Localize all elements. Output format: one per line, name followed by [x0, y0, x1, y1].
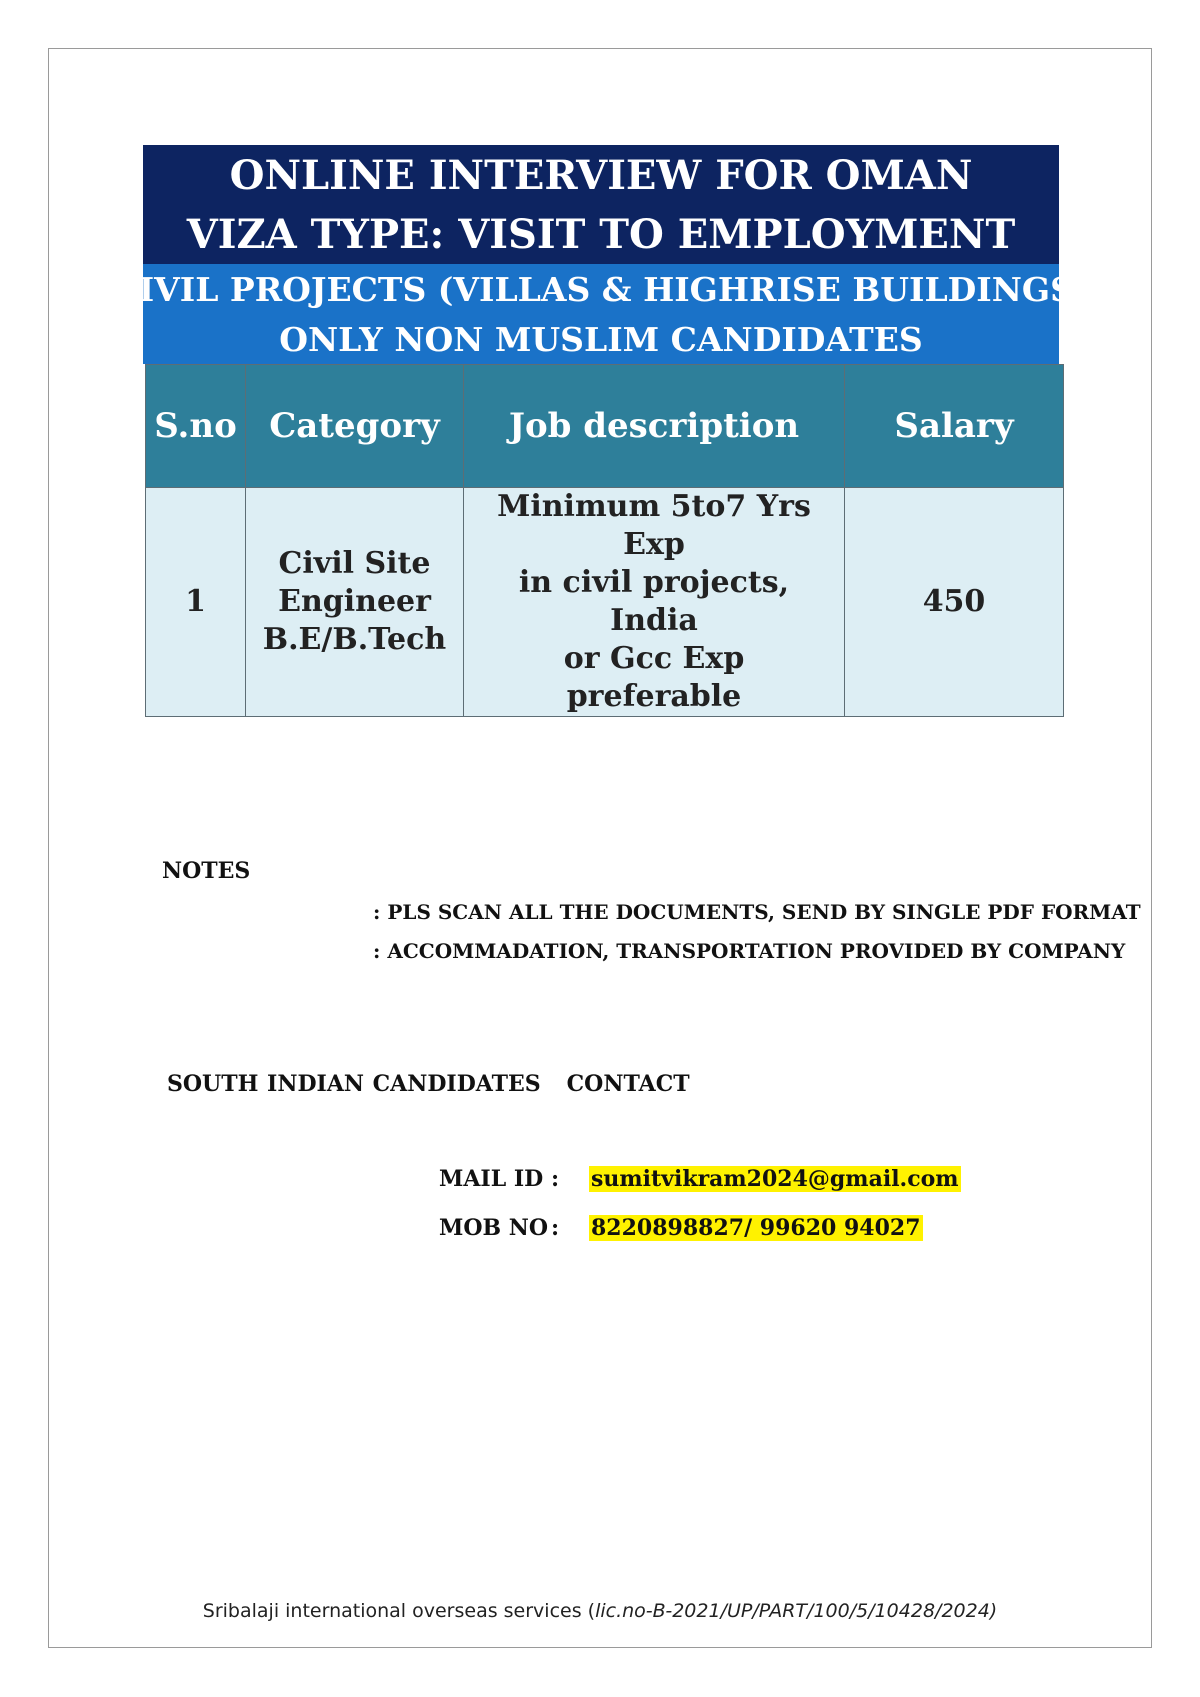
footer — [0, 1600, 1200, 1622]
description-line: Minimum 5to7 Yrs Exp — [497, 489, 811, 562]
footer-company: Sribalaji international overseas services ( — [202, 1600, 596, 1622]
visa-type-banner: VIZA TYPE: VISIT TO EMPLOYMENT — [143, 205, 1059, 264]
category-line: B.E/B.Tech — [262, 622, 447, 657]
project-type-banner: CIVIL PROJECTS (VILLAS & HIGHRISE BUILDINGS) — [143, 264, 1059, 314]
description-line: or Gcc Exp preferable — [563, 641, 745, 714]
category-line: Civil Site — [278, 546, 431, 581]
notes-title: NOTES — [162, 858, 251, 884]
mobile-row — [439, 1215, 923, 1241]
note-item: : PLS SCAN ALL THE DOCUMENTS, SEND BY SINGLE PDF FORMAT — [373, 900, 1141, 924]
mail-row — [439, 1166, 961, 1192]
footer-license: lic.no-B-2021/UP/PART/100/5/10428/2024) — [595, 1600, 998, 1622]
cell-category — [246, 488, 464, 717]
contact-heading: SOUTH INDIAN CANDIDATES CONTACT — [167, 1071, 690, 1097]
candidate-requirement-banner: ONLY NON MUSLIM CANDIDATES — [143, 314, 1059, 364]
column-header-sno: S.no — [146, 365, 246, 488]
column-header-job-description: Job description — [464, 365, 845, 488]
category-line: Engineer — [278, 584, 431, 619]
cell-salary: 450 — [845, 488, 1064, 717]
cell-sno: 1 — [146, 488, 246, 717]
description-line: in civil projects, India — [518, 565, 790, 638]
column-header-salary: Salary — [845, 365, 1064, 488]
job-table — [145, 364, 1064, 717]
mobile-separator: : — [551, 1215, 560, 1241]
note-item: : ACCOMMADATION, TRANSPORTATION PROVIDED BY COMPANY — [373, 939, 1126, 963]
title-banner: ONLINE INTERVIEW FOR OMAN — [143, 145, 1059, 205]
phone-numbers[interactable]: 8220898827/ 99620 94027 — [591, 1215, 921, 1241]
email-link[interactable]: sumitvikram2024@gmail.com — [591, 1166, 959, 1192]
mail-label: MAIL ID — [439, 1166, 544, 1192]
column-header-category: Category — [246, 365, 464, 488]
mail-separator: : — [551, 1166, 560, 1192]
mobile-label: MOB NO — [439, 1215, 549, 1241]
table-row — [146, 488, 1064, 717]
table-header-row — [146, 365, 1064, 488]
cell-job-description — [464, 488, 845, 717]
